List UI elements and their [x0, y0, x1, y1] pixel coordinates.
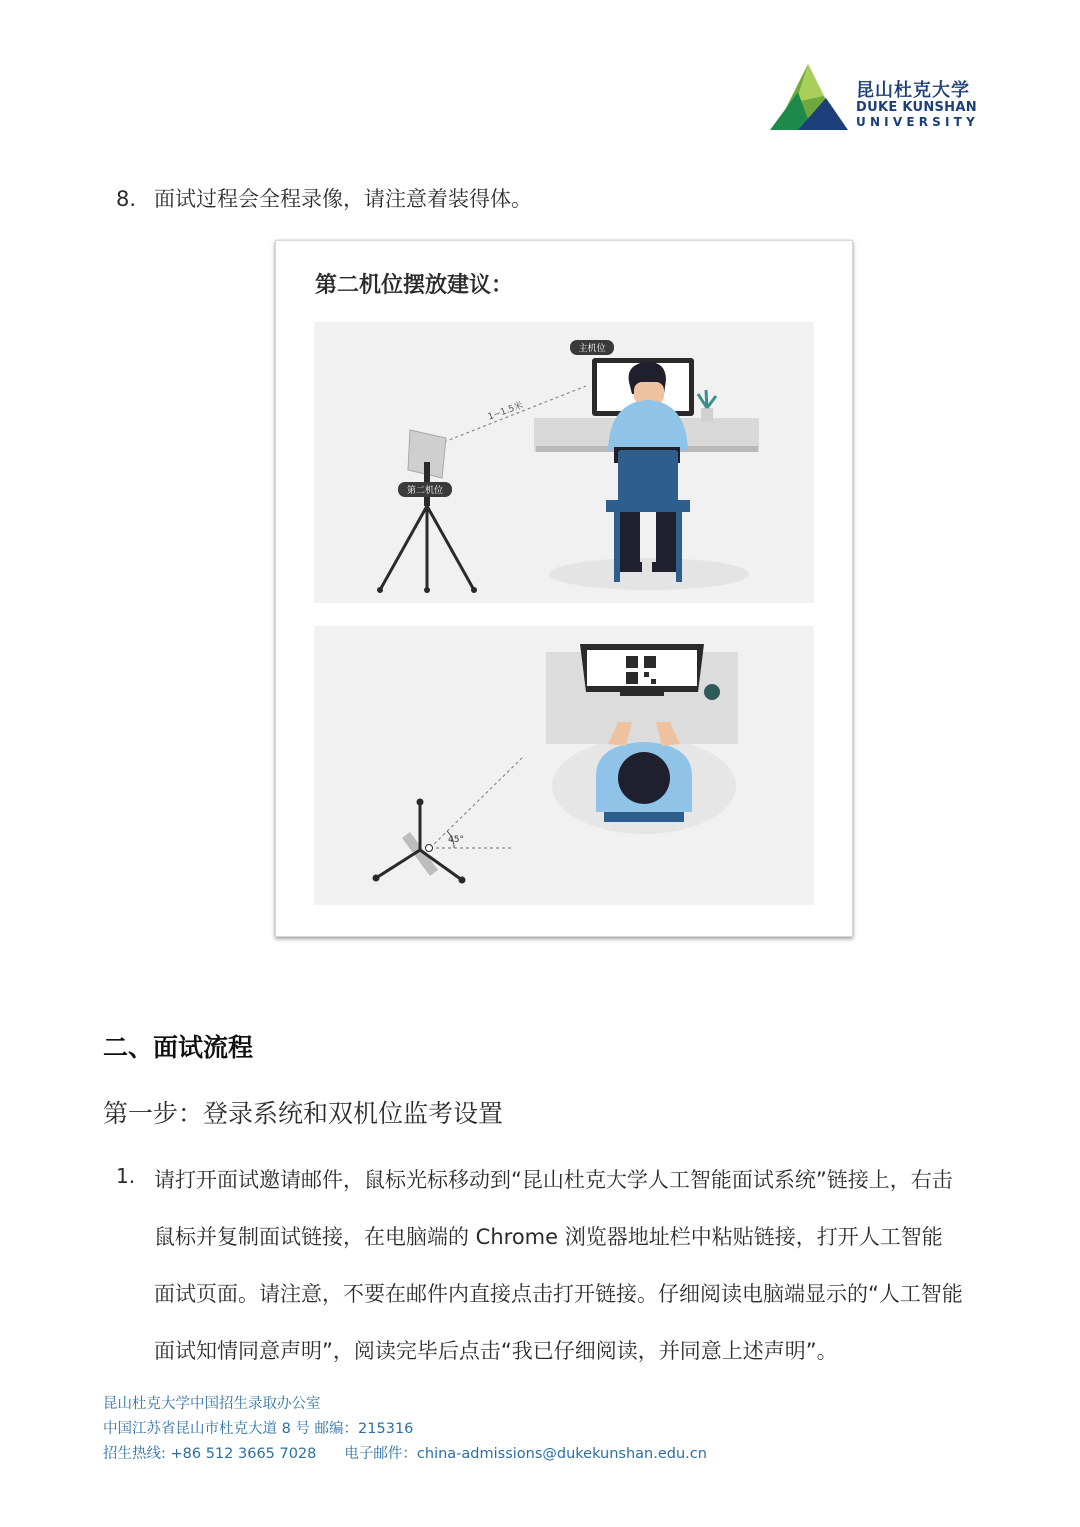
- paragraph-line: 鼠标并复制面试链接，在电脑端的 Chrome 浏览器地址栏中粘贴链接，打开人工智能: [154, 1225, 943, 1249]
- step-title: 第一步：登录系统和双机位监考设置: [103, 1099, 504, 1128]
- university-logo: [768, 62, 983, 134]
- footer-email: 电子邮件：china-admissions@dukekunshan.edu.cn: [344, 1446, 707, 1462]
- paragraph-line: 请打开面试邀请邮件，鼠标光标移动到“昆山杜克大学人工智能面试系统”链接上，右击: [154, 1168, 953, 1192]
- footer-contact: [103, 1392, 707, 1467]
- logo-english-line2: UNIVERSITY: [856, 115, 979, 129]
- main-camera-label: 主机位: [578, 344, 606, 354]
- angle-label: 45°: [448, 835, 464, 845]
- logo-chinese-name: 昆山杜克大学: [856, 80, 970, 101]
- distance-label: 1~1.5米: [486, 400, 525, 423]
- list-item-8: [116, 183, 532, 213]
- mountain-logo-icon: [768, 62, 850, 132]
- section-title: 二、面试流程: [103, 1033, 254, 1062]
- second-camera-label: 第二机位: [406, 486, 444, 496]
- paragraph-line: 面试知情同意声明”，阅读完毕后点击“我已仔细阅读，并同意上述声明”。: [154, 1339, 838, 1363]
- footer-address: 中国江苏省昆山市杜克大道 8 号 邮编：215316: [103, 1421, 414, 1437]
- camera-placement-figure: [275, 240, 853, 937]
- list-number: 8.: [116, 187, 137, 211]
- logo-english-line1: DUKE KUNSHAN: [856, 100, 977, 115]
- footer-hotline: 招生热线: +86 512 3665 7028: [103, 1446, 317, 1462]
- list-item-text: 面试过程会全程录像，请注意着装得体。: [154, 187, 532, 211]
- paragraph-line: 面试页面。请注意，不要在邮件内直接点击打开链接。仔细阅读电脑端显示的“人工智能: [154, 1282, 963, 1306]
- top-view-illustration: [314, 626, 814, 905]
- side-view-illustration: [314, 322, 814, 603]
- footer-office: 昆山杜克大学中国招生录取办公室: [103, 1396, 321, 1412]
- list-number: 1.: [116, 1164, 136, 1188]
- figure-title: 第二机位摆放建议：: [315, 273, 514, 298]
